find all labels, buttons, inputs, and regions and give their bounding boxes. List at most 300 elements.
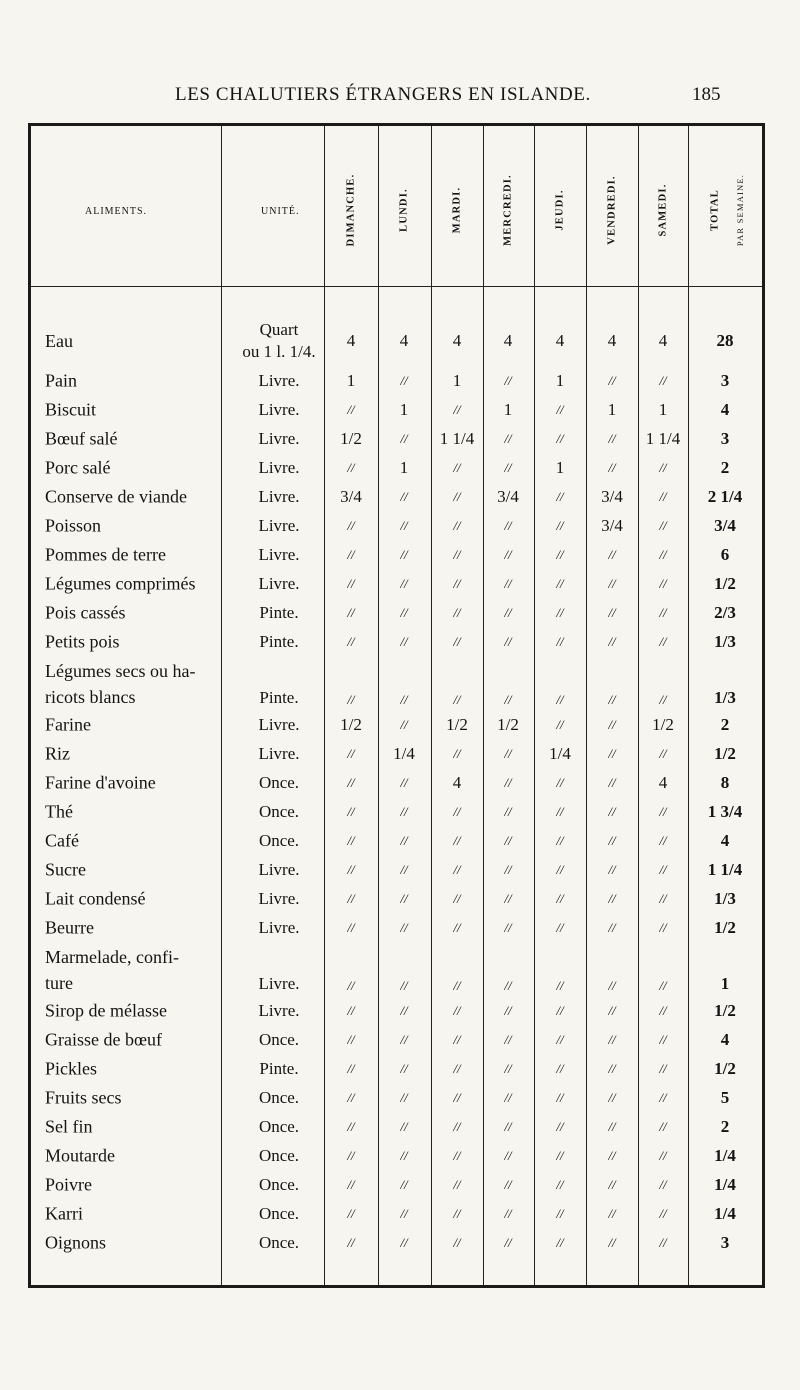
total-cell: 2 1/4 <box>707 486 743 506</box>
day-value-cell: // <box>347 575 355 591</box>
day-value-cell: // <box>659 1002 667 1018</box>
total-cell: 3 <box>720 370 730 390</box>
page-number: 185 <box>692 84 721 105</box>
day-value-cell: // <box>659 978 667 993</box>
total-cell: 1/2 <box>714 917 736 937</box>
day-value-cell: // <box>556 1089 564 1105</box>
day-value-cell: // <box>504 1147 512 1163</box>
table-row <box>31 511 762 540</box>
header-unite: UNITÉ. <box>261 206 300 217</box>
day-value-cell: // <box>608 774 616 790</box>
day-value-cell: // <box>659 372 667 388</box>
day-value-cell: // <box>400 861 408 877</box>
total-cell: 4 <box>720 399 730 419</box>
day-value-cell: // <box>504 430 512 446</box>
unit-cell: Livre. <box>258 714 300 734</box>
aliment-name: Poisson <box>45 515 102 535</box>
day-value-cell: // <box>347 1031 355 1047</box>
day-value-cell: // <box>347 1089 355 1105</box>
total-cell: 1 3/4 <box>707 801 743 821</box>
table-row <box>31 1228 762 1257</box>
day-value-cell: // <box>659 1147 667 1163</box>
day-value-cell: // <box>556 1205 564 1221</box>
day-value-cell: // <box>504 832 512 848</box>
unit-cell: Once. <box>258 830 300 850</box>
day-value-cell: // <box>556 430 564 446</box>
day-value-cell: 3/4 <box>497 486 519 506</box>
unit-cell: Livre. <box>258 544 300 564</box>
table-row <box>31 627 762 656</box>
day-value-cell: // <box>504 633 512 649</box>
aliment-name: Petits pois <box>45 631 120 651</box>
day-value-cell: // <box>504 459 512 475</box>
day-value-cell: // <box>556 1031 564 1047</box>
day-value-cell: // <box>659 1176 667 1192</box>
day-value-cell: // <box>400 575 408 591</box>
day-value-cell: // <box>659 1205 667 1221</box>
unit-cell: Once. <box>258 772 300 792</box>
table-row <box>31 1170 762 1199</box>
day-value-cell: 4 <box>399 331 409 350</box>
total-cell: 4 <box>720 1029 730 1049</box>
day-value-cell: // <box>347 692 355 707</box>
day-value-cell: // <box>608 745 616 761</box>
aliment-name: Légumes secs ou ha- ricots blancs <box>45 661 196 707</box>
day-value-cell: 4 <box>452 772 462 792</box>
day-value-cell: 1 <box>399 457 409 477</box>
day-value-cell: // <box>556 774 564 790</box>
total-cell: 1/4 <box>714 1174 736 1194</box>
day-value-cell: // <box>608 1147 616 1163</box>
day-value-cell: 3/4 <box>601 486 623 506</box>
unit-cell: Once. <box>258 1145 300 1165</box>
day-value-cell: // <box>608 430 616 446</box>
day-value-cell: 4 <box>658 772 668 792</box>
aliment-name: Sucre <box>45 859 86 879</box>
day-value-cell: // <box>453 1089 461 1105</box>
day-value-cell: // <box>608 1002 616 1018</box>
unit-cell: Livre. <box>258 370 300 390</box>
unit-cell: Livre. <box>258 974 300 993</box>
day-value-cell: // <box>504 1234 512 1250</box>
day-value-cell: // <box>453 459 461 475</box>
unit-cell: Once. <box>258 1116 300 1136</box>
day-value-cell: // <box>608 1176 616 1192</box>
day-value-cell: // <box>453 745 461 761</box>
day-value-cell: 1 <box>503 399 513 419</box>
day-value-cell: // <box>659 604 667 620</box>
day-value-cell: 1 <box>658 399 668 419</box>
unit-cell: Once. <box>258 1174 300 1194</box>
day-value-cell: // <box>556 978 564 993</box>
day-value-cell: // <box>453 546 461 562</box>
day-value-cell: // <box>556 575 564 591</box>
day-value-cell: // <box>400 803 408 819</box>
day-value-cell: 4 <box>503 331 513 350</box>
table-row <box>31 1083 762 1112</box>
day-value-cell: 4 <box>346 331 356 350</box>
day-value-cell: // <box>504 1002 512 1018</box>
unit-cell: Livre. <box>258 399 300 419</box>
day-value-cell: // <box>347 517 355 533</box>
unit-cell: Livre. <box>258 1000 300 1020</box>
aliment-name: Bœuf salé <box>45 428 118 448</box>
total-cell: 2 <box>720 457 730 477</box>
table-row <box>31 855 762 884</box>
day-value-cell: // <box>659 692 667 707</box>
day-value-cell: // <box>608 832 616 848</box>
day-value-cell: // <box>347 1234 355 1250</box>
day-value-cell: 3/4 <box>340 486 362 506</box>
day-value-cell: // <box>659 1031 667 1047</box>
day-value-cell: // <box>556 1147 564 1163</box>
day-value-cell: // <box>347 832 355 848</box>
aliment-name: Moutarde <box>45 1145 115 1165</box>
total-cell: 1/2 <box>714 1000 736 1020</box>
day-value-cell: // <box>453 488 461 504</box>
day-value-cell: // <box>400 1060 408 1076</box>
day-value-cell: // <box>504 372 512 388</box>
day-value-cell: 4 <box>555 331 565 350</box>
day-value-cell: 1/2 <box>446 714 468 734</box>
aliment-name: Pain <box>45 370 78 390</box>
aliment-name: Légumes comprimés <box>45 573 196 593</box>
day-value-cell: // <box>400 604 408 620</box>
total-cell: 2/3 <box>714 602 736 622</box>
day-value-cell: // <box>504 803 512 819</box>
day-value-cell: // <box>659 890 667 906</box>
day-value-cell: // <box>347 459 355 475</box>
table-row <box>31 598 762 627</box>
day-value-cell: // <box>453 1118 461 1134</box>
day-value-cell: 1 <box>555 457 565 477</box>
unit-cell: Livre. <box>258 859 300 879</box>
aliment-name: Oignons <box>45 1232 107 1252</box>
total-cell: 8 <box>720 772 730 792</box>
day-value-cell: // <box>453 978 461 993</box>
aliment-name: Pickles <box>45 1058 97 1078</box>
header-day: VENDREDI. <box>606 175 618 245</box>
day-value-cell: 1 <box>399 399 409 419</box>
day-value-cell: // <box>400 832 408 848</box>
day-value-cell: // <box>453 803 461 819</box>
day-value-cell: // <box>504 861 512 877</box>
day-value-cell: // <box>556 1060 564 1076</box>
day-value-cell: 3/4 <box>601 515 623 535</box>
aliment-name: Farine <box>45 714 91 734</box>
day-value-cell: 1 <box>607 399 617 419</box>
day-value-cell: // <box>504 1060 512 1076</box>
unit-cell: Once. <box>258 1232 300 1252</box>
day-value-cell: 1 <box>346 370 356 390</box>
unit-cell: Once. <box>258 1087 300 1107</box>
day-value-cell: // <box>347 633 355 649</box>
day-value-cell: // <box>453 1176 461 1192</box>
unit-cell: Livre. <box>258 573 300 593</box>
day-value-cell: // <box>400 1234 408 1250</box>
total-cell: 1/2 <box>714 743 736 763</box>
day-value-cell: // <box>504 1089 512 1105</box>
day-value-cell: // <box>556 803 564 819</box>
day-value-cell: 1/4 <box>393 743 415 763</box>
day-value-cell: // <box>347 1118 355 1134</box>
header-day: JEUDI. <box>554 189 566 231</box>
day-value-cell: // <box>453 1002 461 1018</box>
aliment-name: Thé <box>45 801 73 821</box>
day-value-cell: 1 <box>555 370 565 390</box>
total-cell: 1 1/4 <box>707 859 743 879</box>
unit-cell: Once. <box>258 801 300 821</box>
day-value-cell: // <box>504 1118 512 1134</box>
header-separator <box>31 286 762 287</box>
day-value-cell: // <box>453 861 461 877</box>
unit-cell: Livre. <box>258 888 300 908</box>
unit-cell: Once. <box>258 1203 300 1223</box>
header-aliments: ALIMENTS. <box>85 206 148 217</box>
aliment-name: Porc salé <box>45 457 111 477</box>
day-value-cell: // <box>504 1031 512 1047</box>
day-value-cell: // <box>556 890 564 906</box>
day-value-cell: // <box>608 716 616 732</box>
day-value-cell: // <box>556 633 564 649</box>
day-value-cell: // <box>453 832 461 848</box>
day-value-cell: // <box>453 1147 461 1163</box>
aliment-name: Sel fin <box>45 1116 93 1136</box>
table-row <box>31 656 762 710</box>
day-value-cell: // <box>556 517 564 533</box>
day-value-cell: // <box>608 546 616 562</box>
aliment-name: Pommes de terre <box>45 544 166 564</box>
day-value-cell: // <box>504 745 512 761</box>
day-value-cell: // <box>400 1031 408 1047</box>
unit-cell: Pinte. <box>259 631 299 651</box>
aliment-name: Eau <box>45 331 73 351</box>
day-value-cell: // <box>608 890 616 906</box>
day-value-cell: // <box>556 1176 564 1192</box>
total-cell: 5 <box>720 1087 730 1107</box>
day-value-cell: // <box>347 1147 355 1163</box>
day-value-cell: // <box>400 890 408 906</box>
day-value-cell: // <box>453 575 461 591</box>
day-value-cell: // <box>453 1205 461 1221</box>
day-value-cell: // <box>659 575 667 591</box>
day-value-cell: // <box>347 546 355 562</box>
day-value-cell: // <box>556 692 564 707</box>
day-value-cell: 4 <box>607 331 617 350</box>
table-row <box>31 884 762 913</box>
day-value-cell: // <box>659 633 667 649</box>
day-value-cell: // <box>608 1031 616 1047</box>
page-header <box>0 84 800 114</box>
day-value-cell: // <box>608 575 616 591</box>
day-value-cell: // <box>347 861 355 877</box>
day-value-cell: // <box>608 919 616 935</box>
day-value-cell: // <box>504 604 512 620</box>
day-value-cell: // <box>347 919 355 935</box>
day-value-cell: 4 <box>658 331 668 350</box>
day-value-cell: // <box>453 890 461 906</box>
day-value-cell: // <box>659 1060 667 1076</box>
day-value-cell: // <box>400 716 408 732</box>
day-value-cell: // <box>608 692 616 707</box>
header-day: DIMANCHE. <box>345 173 357 247</box>
day-value-cell: // <box>400 372 408 388</box>
header-total: TOTAL <box>709 189 721 231</box>
day-value-cell: // <box>556 488 564 504</box>
day-value-cell: // <box>556 919 564 935</box>
day-value-cell: // <box>504 575 512 591</box>
day-value-cell: // <box>347 774 355 790</box>
day-value-cell: // <box>347 604 355 620</box>
total-cell: 1/3 <box>714 888 736 908</box>
day-value-cell: // <box>659 832 667 848</box>
table-row <box>31 768 762 797</box>
day-value-cell: 1/2 <box>497 714 519 734</box>
day-value-cell: // <box>347 745 355 761</box>
day-value-cell: // <box>400 978 408 993</box>
aliment-name: Poivre <box>45 1174 92 1194</box>
day-value-cell: 1 1/4 <box>645 428 681 448</box>
total-cell: 1/3 <box>714 688 736 707</box>
unit-cell: Livre. <box>258 515 300 535</box>
day-value-cell: // <box>347 1060 355 1076</box>
aliment-name: Biscuit <box>45 399 97 419</box>
header-day: MARDI. <box>451 186 463 234</box>
day-value-cell: // <box>608 1205 616 1221</box>
table-row <box>31 1199 762 1228</box>
table-row <box>31 942 762 996</box>
unit-cell: Once. <box>258 1029 300 1049</box>
table-row <box>31 366 762 395</box>
day-value-cell: 4 <box>452 331 462 350</box>
total-cell: 3 <box>720 428 730 448</box>
day-value-cell: // <box>347 1176 355 1192</box>
unit-cell: Pinte. <box>259 688 299 707</box>
table-row <box>31 913 762 942</box>
day-value-cell: // <box>659 745 667 761</box>
day-value-cell: // <box>659 1118 667 1134</box>
unit-cell: Livre. <box>258 486 300 506</box>
unit-cell: Pinte. <box>259 602 299 622</box>
day-value-cell: // <box>347 803 355 819</box>
unit-cell: Livre. <box>258 917 300 937</box>
table-row <box>31 316 762 366</box>
unit-cell: Livre. <box>258 457 300 477</box>
aliment-name: Farine d'avoine <box>45 772 156 792</box>
day-value-cell: // <box>659 1234 667 1250</box>
day-value-cell: // <box>659 488 667 504</box>
aliment-name: Riz <box>45 743 70 763</box>
day-value-cell: // <box>504 1205 512 1221</box>
day-value-cell: // <box>659 546 667 562</box>
day-value-cell: // <box>659 861 667 877</box>
day-value-cell: // <box>400 1089 408 1105</box>
header-day: SAMEDI. <box>657 183 669 237</box>
day-value-cell: // <box>347 890 355 906</box>
day-value-cell: // <box>400 774 408 790</box>
aliment-name: Café <box>45 830 79 850</box>
day-value-cell: // <box>400 1205 408 1221</box>
day-value-cell: // <box>347 401 355 417</box>
header-day: MERCREDI. <box>502 174 514 246</box>
table-row <box>31 826 762 855</box>
day-value-cell: // <box>556 1234 564 1250</box>
table-row <box>31 739 762 768</box>
table-row <box>31 395 762 424</box>
day-value-cell: // <box>400 919 408 935</box>
day-value-cell: // <box>504 546 512 562</box>
day-value-cell: // <box>556 546 564 562</box>
aliment-name: Lait condensé <box>45 888 146 908</box>
total-cell: 1/4 <box>714 1145 736 1165</box>
day-value-cell: // <box>504 1176 512 1192</box>
aliment-name: Conserve de viande <box>45 486 187 506</box>
table-row <box>31 797 762 826</box>
day-value-cell: 1/4 <box>549 743 571 763</box>
aliment-name: Marmelade, confi- ture <box>45 947 179 993</box>
table-row <box>31 1141 762 1170</box>
total-cell: 1 <box>720 974 730 993</box>
day-value-cell: // <box>504 978 512 993</box>
aliment-name: Pois cassés <box>45 602 126 622</box>
day-value-cell: // <box>556 604 564 620</box>
day-value-cell: // <box>659 459 667 475</box>
total-cell: 4 <box>720 830 730 850</box>
aliment-name: Karri <box>45 1203 83 1223</box>
day-value-cell: // <box>347 1002 355 1018</box>
aliment-name: Graisse de bœuf <box>45 1029 162 1049</box>
total-cell: 1/3 <box>714 631 736 651</box>
running-title: LES CHALUTIERS ÉTRANGERS EN ISLANDE. <box>175 84 591 105</box>
day-value-cell: // <box>504 692 512 707</box>
table-row <box>31 453 762 482</box>
total-cell: 3 <box>720 1232 730 1252</box>
table-row <box>31 996 762 1025</box>
day-value-cell: // <box>608 978 616 993</box>
total-cell: 2 <box>720 714 730 734</box>
day-value-cell: // <box>556 861 564 877</box>
day-value-cell: // <box>608 803 616 819</box>
day-value-cell: // <box>556 1118 564 1134</box>
day-value-cell: // <box>347 978 355 993</box>
day-value-cell: // <box>453 1060 461 1076</box>
day-value-cell: // <box>400 517 408 533</box>
day-value-cell: // <box>400 546 408 562</box>
day-value-cell: // <box>556 401 564 417</box>
table-row <box>31 540 762 569</box>
day-value-cell: // <box>608 633 616 649</box>
day-value-cell: // <box>400 692 408 707</box>
day-value-cell: 1/2 <box>340 714 362 734</box>
table-row <box>31 482 762 511</box>
day-value-cell: // <box>659 517 667 533</box>
day-value-cell: // <box>608 1234 616 1250</box>
table-row <box>31 1112 762 1141</box>
day-value-cell: // <box>608 604 616 620</box>
unit-cell: Pinte. <box>259 1058 299 1078</box>
day-value-cell: // <box>556 716 564 732</box>
table-row <box>31 424 762 453</box>
unit-cell: Livre. <box>258 428 300 448</box>
day-value-cell: 1/2 <box>340 428 362 448</box>
day-value-cell: // <box>400 430 408 446</box>
total-cell: 3/4 <box>714 515 736 535</box>
day-value-cell: // <box>504 774 512 790</box>
day-value-cell: // <box>453 604 461 620</box>
day-value-cell: // <box>608 1089 616 1105</box>
day-value-cell: // <box>453 401 461 417</box>
day-value-cell: 1 <box>452 370 462 390</box>
